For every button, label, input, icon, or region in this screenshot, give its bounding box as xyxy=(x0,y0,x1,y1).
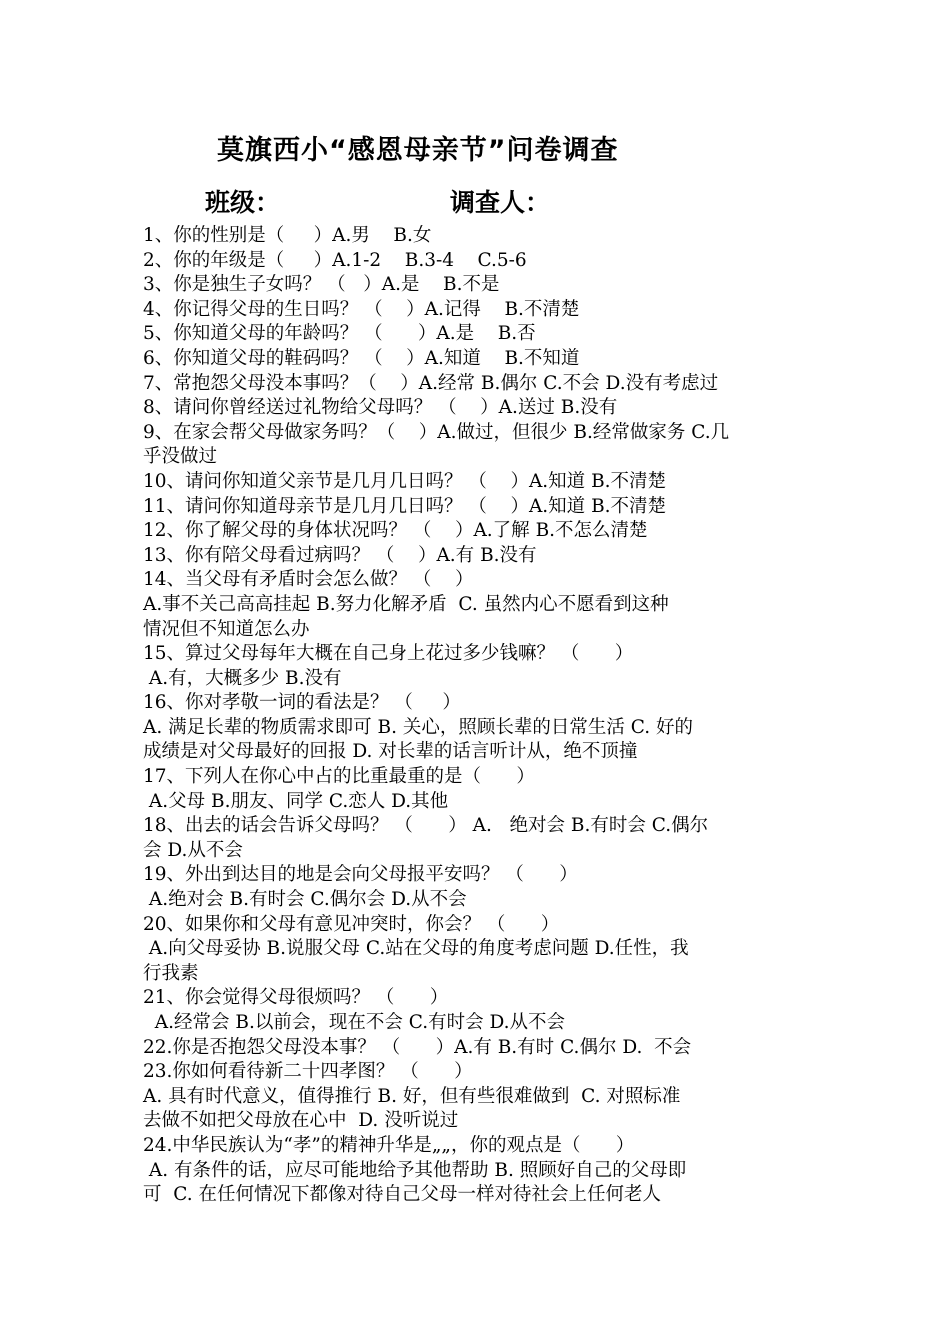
question-line: A.父母 B.朋友、同学 C.恋人 D.其他 xyxy=(143,790,449,812)
question-line: 24.中华民族认为“孝”的精神升华是„„，你的观点是（ ） xyxy=(143,1134,635,1156)
question-line: A. 有条件的话，应尽可能地给予其他帮助 B. 照顾好自己的父母即 xyxy=(143,1159,687,1181)
question-line: 2、你的年级是（ ）A.1-2 B.3-4 C.5-6 xyxy=(143,249,527,271)
question-line: 23.你如何看待新二十四孝图？ （ ） xyxy=(143,1061,473,1083)
question-line: 13、你有陪父母看过病吗？ （ ）A.有 B.没有 xyxy=(143,544,537,566)
question-line: 14、当父母有矛盾时会怎么做？ （ ） xyxy=(143,569,474,591)
question-line: 11、请问你知道母亲节是几月几日吗？ （ ）A.知道 B.不清楚 xyxy=(143,495,667,517)
question-line: 5、你知道父母的年龄吗？ （ ）A.是 B.否 xyxy=(143,323,536,345)
question-line: A.绝对会 B.有时会 C.偶尔会 D.从不会 xyxy=(143,889,467,911)
class-label: 班级： xyxy=(205,188,281,217)
question-line: 12、你了解父母的身体状况吗？ （ ）A.了解 B.不怎么清楚 xyxy=(143,520,648,542)
question-line: 可 C. 在任何情况下都像对待自己父母一样对待社会上任何老人 xyxy=(143,1184,662,1206)
question-line: 7、常抱怨父母没本事吗？（ ）A.经常 B.偶尔 C.不会 D.没有考虑过 xyxy=(143,372,719,394)
page-title: 莫旗西小“感恩母亲节”问卷调查 xyxy=(217,135,619,166)
question-line: A.事不关己高高挂起 B.努力化解矛盾 C. 虽然内心不愿看到这种 xyxy=(143,593,669,615)
question-line: 15、算过父母每年大概在自己身上花过多少钱嘛？ （ ） xyxy=(143,643,634,665)
question-line: A. 满足长辈的物质需求即可 B. 关心，照顾长辈的日常生活 C. 好的 xyxy=(143,716,693,738)
question-list xyxy=(143,224,811,1208)
question-line: 21、你会觉得父母很烦吗？ （ ） xyxy=(143,987,449,1009)
question-line: 4、你记得父母的生日吗？ （ ）A.记得 B.不清楚 xyxy=(143,298,580,320)
question-line: 8、请问你曾经送过礼物给父母吗？ （ ）A.送过 B.没有 xyxy=(143,397,618,419)
question-line: A.经常会 B.以前会，现在不会 C.有时会 D.从不会 xyxy=(143,1012,566,1033)
question-line: 3、你是独生子女吗？ （ ）A.是 B.不是 xyxy=(143,274,500,296)
question-line: 去做不如把父母放在心中 D. 没听说过 xyxy=(143,1110,459,1132)
question-line: A.有，大概多少 B.没有 xyxy=(143,667,342,689)
question-line: 会 D.从不会 xyxy=(143,839,243,861)
question-line: 18、出去的话会告诉父母吗？ （ ） A. 绝对会 B.有时会 C.偶尔 xyxy=(143,815,709,837)
question-line: 9、在家会帮父母做家务吗？（ ）A.做过，但很少 B.经常做家务 C.几 xyxy=(143,421,730,443)
question-line: 1、你的性别是（ ）A.男 B.女 xyxy=(143,225,432,246)
question-line: A. 具有时代意义，值得推行 B. 好，但有些很难做到 C. 对照标准 xyxy=(143,1085,681,1107)
question-line: 乎没做过 xyxy=(143,446,218,468)
question-line: 情况但不知道怎么办 xyxy=(143,618,310,640)
question-line: 行我素 xyxy=(143,962,199,984)
question-line: 6、你知道父母的鞋码吗？ （ ）A.知道 B.不知道 xyxy=(143,347,580,369)
question-line: 22.你是否抱怨父母没本事？ （ ）A.有 B.有时 C.偶尔 D. 不会 xyxy=(143,1036,692,1058)
question-line: 16、你对孝敬一词的看法是？ （ ） xyxy=(143,692,461,714)
question-line: A.向父母妥协 B.说服父母 C.站在父母的角度考虑问题 D.任性，我 xyxy=(143,938,689,960)
question-line: 19、外出到达目的地是会向父母报平安吗？ （ ） xyxy=(143,864,578,886)
surveyor-label: 调查人： xyxy=(450,188,551,217)
question-line: 10、请问你知道父亲节是几月几日吗？ （ ）A.知道 B.不清楚 xyxy=(143,470,667,492)
question-line: 成绩是对父母最好的回报 D. 对长辈的话言听计从，绝不顶撞 xyxy=(143,741,638,763)
question-line: 17、下列人在你心中占的比重最重的是（ ） xyxy=(143,766,535,788)
question-line: 20、如果你和父母有意见冲突时，你会？ （ ） xyxy=(143,913,560,935)
